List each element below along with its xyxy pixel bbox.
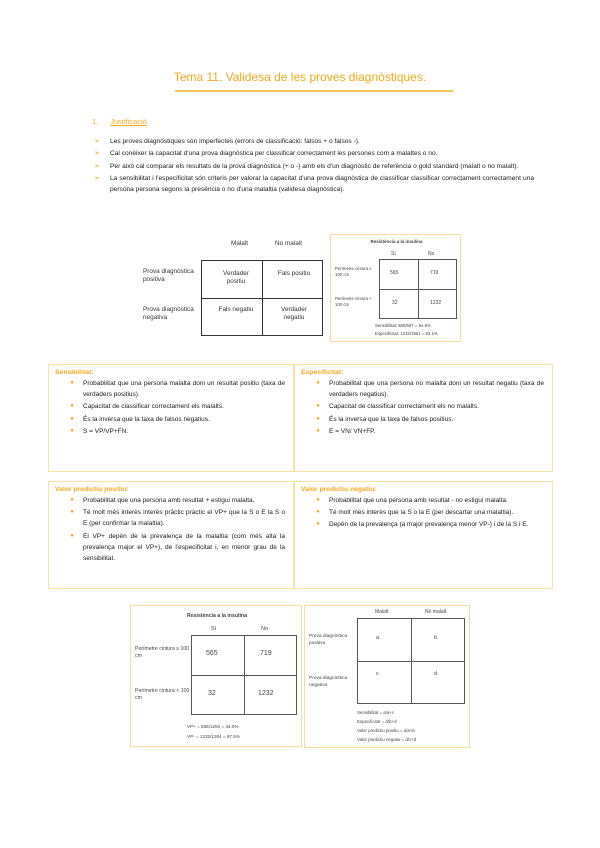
row-header-lt100: Perímetre cintura < 100 cm: [335, 296, 372, 307]
insulin-table-image: [330, 234, 461, 342]
list-item: ● És la inversa que la taxa de falsos negatius.: [61, 414, 285, 425]
bullet-dot-icon: ●: [70, 380, 74, 386]
cell-b: 719: [430, 270, 439, 276]
list-item: ➢ La sensibilitat i l'especificitat són criteris per valorar la capacitat d'una prova diagnòstica de classificar classificar correctament correctament una persona persona segons la presència o no d'una malaltia (validesa diagnòstica).: [94, 173, 534, 196]
col-header-no: No: [261, 626, 269, 632]
section-heading: [92, 117, 147, 126]
list-item: ➢ Per això cal comparar els resultats de la prova diagnòstica (+ o -) amb els d'un diagnòstic de referència o gold standard (malalt o no malalt).: [94, 161, 534, 172]
row-header-ge100: Perímetre cintura ≥ 100 cm: [135, 646, 190, 659]
cell-d: 1232: [430, 300, 442, 306]
arrow-bullet-icon: ➢: [94, 174, 100, 182]
list-item: ● Probabilitat que una persona malalta doni un resultat positiu (taxa de verdaders positius).: [61, 378, 285, 400]
contingency-table-image: [139, 234, 324, 338]
bullet-dot-icon: ●: [316, 521, 320, 528]
arrow-bullet-icon: ➢: [94, 162, 100, 170]
bullet-dot-icon: ●: [70, 427, 74, 434]
section-label: Justificació: [110, 117, 147, 126]
sensitivity-box: [48, 364, 294, 472]
row-header-positive: Prova diagnòstica positiva: [309, 634, 348, 646]
list-item: ● És la inversa que la taxa de falsos positius.: [307, 414, 544, 425]
list-item: ● S = VP/VP+FN.: [61, 426, 285, 437]
list-item: ● E = VN/ VN+FP.: [307, 426, 544, 437]
bullet-dot-icon: ●: [70, 497, 74, 503]
bullet-dot-icon: ●: [70, 415, 74, 422]
list-item: ● Probabilitat que una persona amb resultat - no estigui malalta.: [307, 495, 544, 506]
cell-d: d: [434, 671, 438, 677]
bullet-dot-icon: ●: [316, 427, 320, 434]
specificity-calc: Especificitat: 1232/1951 = 63.1%: [375, 331, 438, 336]
bullet-dot-icon: ●: [316, 509, 320, 516]
cell-grid: [201, 260, 323, 336]
bullet-dot-icon: ●: [316, 415, 320, 422]
table-title: Resistència a la insulina: [370, 239, 423, 244]
cell-b: 719: [260, 650, 272, 657]
arrow-bullet-icon: ➢: [94, 138, 100, 145]
cell-a: a: [376, 635, 380, 641]
list-item: ● Capacitat de classificar correctament els malalts.: [61, 401, 285, 412]
list-item: ● Probabilitat que una persona amb resultat + estigui malalta.: [61, 495, 285, 506]
row-header-negative: Prova diagnòstica negativa: [143, 306, 194, 321]
specificity-box: [294, 364, 553, 472]
title-divider: [175, 90, 453, 92]
list-item: ➢ Les proves diagnòstiques són imperfectes (errors de classificació: falsos + o falsos -).: [94, 136, 534, 147]
arrow-bullet-icon: ➢: [94, 150, 100, 158]
bullet-dot-icon: ●: [316, 403, 320, 410]
vpn-calc: VP- = 1232/1264 = 97.5%: [187, 734, 240, 739]
col-header-malalt: Malalt: [231, 240, 249, 247]
col-header-no-malalt: No malalt: [275, 240, 302, 247]
cell-a: 565: [206, 650, 218, 657]
list-item: ➢ Cal conèixer la capacitat d'una prova diagnòstica per classificar correctament les persones com a malaltes o no.: [94, 148, 534, 159]
bullet-dot-icon: ●: [70, 532, 74, 539]
col-header-no: No: [428, 251, 435, 257]
col-header-yes: Sí: [211, 626, 217, 632]
bullet-dot-icon: ●: [316, 380, 320, 386]
cell-c: 32: [208, 690, 216, 697]
cell-d: 1232: [258, 690, 274, 697]
table-title: Resistència a la insulina: [187, 613, 247, 619]
row-header-negative: Prova diagnòstica negativa: [309, 676, 348, 688]
bullet-dot-icon: ●: [70, 403, 74, 410]
cell-false-negative: Fals negatiu: [218, 306, 254, 313]
cell-b: b: [434, 635, 438, 641]
formula-vpn: Valor predictiu negatiu = d/c+d: [357, 737, 417, 742]
cell-grid: [379, 259, 457, 319]
box-heading: Especificitat:: [301, 369, 344, 376]
list-item: ● Depèn de la prevalença (a major prevalença menor VP-) i de la S i E.: [307, 519, 544, 530]
box-heading: Valor predictiu positiu:: [55, 486, 129, 493]
list-item: ● Té molt més interès interès pràctic pràctic el VP+ que la S o E la S o E (per confirmar la malaltia).: [61, 507, 285, 529]
list-item: ● El VP+ depèn de la prevalença de la malaltia (com més alta la prevalença major el VP+), de l'especificitat i, en menor grau de la sensibilitat.: [61, 531, 285, 565]
box-heading: Sensibilitat:: [55, 369, 94, 376]
list-item: ● Probabilitat que una persona no malalta doni un resultat negatiu (taxa de verdaders negatius).: [307, 378, 544, 400]
row-header-lt100: Perímetre cintura < 100 cm: [135, 688, 190, 701]
positive-predictive-box: [48, 481, 294, 589]
formula-sensitivity: Sensibilitat = a/a+c: [357, 710, 395, 715]
row-header-ge100: Perímetre cintura ≥ 100 cm: [335, 266, 372, 277]
col-header-malalt: Malalt: [375, 609, 389, 615]
formula-vpp: Valor predictiu positiu = a/a+b: [357, 728, 415, 733]
row-header-positive: Prova diagnòstica positiva: [143, 268, 194, 283]
col-header-yes: Sí: [391, 251, 396, 257]
cell-c: 32: [392, 300, 398, 306]
formula-specificity: Especificitat = d/b+d: [357, 719, 397, 724]
cell-a: 565: [390, 270, 399, 276]
cell-grid: [357, 618, 465, 704]
justification-list: [94, 136, 534, 196]
cell-false-positive: Fals positiu: [277, 270, 311, 277]
insulin-predictive-table-image: [130, 605, 302, 747]
bullet-dot-icon: ●: [316, 497, 320, 503]
cell-true-negative: Verdader negatiu: [281, 306, 307, 321]
cell-c: c: [376, 671, 379, 677]
cell-true-positive: Verdader positiu: [223, 270, 249, 285]
negative-predictive-box: [294, 481, 553, 589]
bullet-dot-icon: ●: [70, 509, 74, 516]
box-heading: Valor predictiu negatiu:: [301, 486, 377, 493]
list-item: ● Capacitat de classificar correctament els no malalts.: [307, 401, 544, 412]
sensitivity-calc: Sensibilitat: 565/597 = 94.6%: [375, 323, 431, 328]
cell-grid: [191, 635, 297, 715]
vpp-calc: VP+ = 565/1284 = 44.0%: [187, 724, 239, 729]
list-item: ● Té molt més interès que la S o la E (per descartar una malaltia).: [307, 507, 544, 518]
col-header-no-malalt: No malalt: [425, 609, 447, 615]
formula-table-image: [304, 605, 470, 748]
section-number: 1.: [92, 117, 99, 126]
page-title: Tema 11. Validesa de les proves diagnòstiques.: [173, 70, 427, 84]
